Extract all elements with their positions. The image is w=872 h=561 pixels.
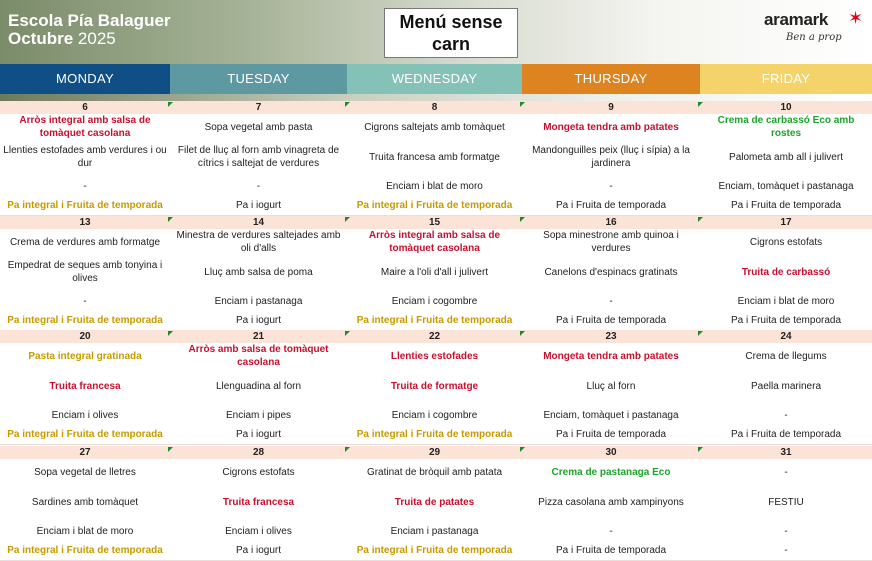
dish-cell: Pasta integral gratinada — [28, 350, 142, 362]
dish-cell: Cigrons estofats — [222, 466, 295, 478]
dish-cell: Empedrat de seques amb tonyina i olives — [7, 260, 163, 284]
dish-cell: Enciam i blat de moro — [737, 295, 835, 307]
corner-marker-icon — [520, 447, 525, 452]
dish-cell: Crema de pastanaga Eco — [551, 466, 671, 478]
date-number: 30 — [605, 447, 617, 458]
month-label: Octubre — [8, 29, 74, 48]
date-number: 6 — [82, 102, 88, 113]
dish-cell: Pa integral i Fruita de temporada — [7, 545, 163, 556]
dish-cell: Llenties estofades — [390, 350, 479, 362]
dish-cell: - — [784, 409, 788, 421]
date-number: 15 — [428, 217, 441, 228]
week-block — [0, 330, 872, 445]
dish-cell: Filet de lluç al forn amb vinagreta de cítrics i saltejat de verdures — [177, 145, 340, 169]
dish-cell: Maire a l'oli d'all i julivert — [380, 266, 489, 278]
dish-cell: Enciam i pipes — [225, 409, 292, 421]
dish-cell: Pa i iogurt — [235, 315, 282, 326]
week-block — [0, 216, 872, 331]
dish-cell: - — [784, 545, 788, 556]
dish-cell: Lluç amb salsa de poma — [204, 266, 313, 278]
dish-cell: Crema de carbassó Eco amb rostes — [717, 115, 855, 139]
dish-cell: Pa i iogurt — [235, 200, 282, 211]
date-number: 22 — [428, 331, 441, 342]
dish-cell: Enciam i olives — [51, 409, 119, 421]
corner-marker-icon — [168, 331, 173, 336]
date-number: 29 — [428, 447, 441, 458]
dish-cell: Pa integral i Fruita de temporada — [7, 315, 163, 326]
date-number: 31 — [780, 447, 792, 458]
corner-marker-icon — [345, 447, 350, 452]
dish-cell: - — [83, 295, 87, 307]
week-divider — [0, 444, 872, 445]
date-number: 28 — [252, 447, 265, 458]
dish-cell: - — [256, 180, 261, 192]
date-number: 9 — [608, 102, 614, 113]
menu-title-line-2: carn — [431, 34, 471, 54]
dish-cell: Mongeta tendra amb patates — [543, 121, 679, 133]
corner-marker-icon — [345, 331, 350, 336]
corner-marker-icon — [698, 447, 703, 452]
dish-cell: Sardines amb tomàquet — [31, 496, 139, 508]
corner-marker-icon — [698, 217, 703, 222]
dish-cell: Truita de patates — [394, 496, 475, 508]
corner-marker-icon — [520, 102, 525, 107]
dish-cell: Gratinat de bròquil amb patata — [366, 466, 503, 478]
dish-cell: Crema de verdures amb formatge — [9, 236, 161, 248]
dish-cell: Enciam, tomàquet i pastanaga — [543, 409, 679, 421]
star-icon: ✶ — [848, 8, 864, 28]
dish-cell: Palometa amb all i julivert — [729, 151, 843, 163]
corner-marker-icon — [345, 102, 350, 107]
date-number: 8 — [431, 102, 438, 113]
dish-cell: Enciam i cogombre — [391, 409, 478, 421]
school-title — [8, 12, 171, 48]
corner-marker-icon — [698, 331, 703, 336]
dish-cell: Sopa vegetal de lletres — [34, 466, 136, 478]
corner-marker-icon — [345, 217, 350, 222]
dish-cell: - — [784, 525, 788, 537]
brand-name: aramark — [764, 10, 829, 29]
date-number: 21 — [252, 331, 265, 342]
dish-cell: Truita francesa amb formatge — [369, 151, 500, 163]
year-label: 2025 — [77, 29, 116, 48]
dish-cell: Cigrons estofats — [749, 236, 823, 248]
dish-cell: Canelons d'espinacs gratinats — [544, 266, 678, 278]
date-number: 16 — [605, 217, 617, 228]
aramark-logo — [764, 10, 864, 54]
dish-cell: Truita de formatge — [390, 380, 479, 392]
day-header-tuesday: TUESDAY — [170, 64, 347, 94]
dish-cell: Cigrons saltejats amb tomàquet — [364, 121, 505, 133]
corner-marker-icon — [168, 217, 173, 222]
dish-cell: Pa integral i Fruita de temporada — [356, 429, 513, 440]
date-number-row — [0, 101, 872, 114]
dish-cell: - — [83, 180, 87, 192]
dish-cell: Pa i Fruita de temporada — [730, 200, 842, 211]
dish-cell: Pa i Fruita de temporada — [555, 315, 667, 326]
corner-marker-icon — [520, 217, 525, 222]
date-number-row — [0, 446, 872, 459]
date-number-row — [0, 216, 872, 229]
decorative-strip — [0, 94, 872, 101]
date-number: 14 — [252, 217, 265, 228]
dish-cell: - — [609, 180, 613, 192]
dish-cell: - — [609, 295, 613, 307]
dish-cell: Arròs integral amb salsa de tomàquet casolana — [368, 230, 501, 254]
menu-title-box — [384, 8, 518, 58]
dish-cell: Truita de carbassó — [741, 266, 831, 278]
dish-cell: Llenties estofades amb verdures i ou dur — [3, 145, 167, 169]
dish-cell: Pa integral i Fruita de temporada — [7, 429, 163, 440]
dish-cell: Pa i Fruita de temporada — [555, 429, 667, 440]
dish-cell: Pizza casolana amb xampinyons — [538, 496, 684, 508]
dish-cell: Arròs amb salsa de tomàquet casolana — [188, 344, 329, 368]
corner-marker-icon — [520, 331, 525, 336]
day-header-wednesday: WEDNESDAY — [347, 64, 522, 94]
dish-cell: Pa i Fruita de temporada — [730, 429, 842, 440]
dish-cell: Truita francesa — [222, 496, 295, 508]
dish-cell: Crema de llegums — [745, 350, 827, 362]
date-number: 23 — [605, 331, 617, 342]
dish-cell: Enciam i blat de moro — [386, 180, 483, 192]
dish-cell: Pa integral i Fruita de temporada — [356, 545, 513, 556]
dish-cell: Mongeta tendra amb patates — [543, 350, 679, 362]
dish-cell: Sopa vegetal amb pasta — [204, 121, 313, 133]
dish-cell: Pa integral i Fruita de temporada — [356, 315, 513, 326]
dish-cell: Enciam i cogombre — [391, 295, 478, 307]
dish-cell: Pa i iogurt — [235, 429, 282, 440]
school-name: Escola Pía Balaguer — [8, 11, 171, 30]
dish-cell: Llenguadina al forn — [215, 380, 302, 392]
dish-cell: Pa i Fruita de temporada — [555, 545, 667, 556]
dish-cell: FESTIU — [768, 496, 804, 508]
dish-cell: Enciam i pastanaga — [214, 295, 303, 307]
dish-cell: Enciam i blat de moro — [36, 525, 134, 537]
corner-marker-icon — [698, 102, 703, 107]
date-number-row — [0, 330, 872, 343]
dish-cell: Enciam, tomàquet i pastanaga — [718, 180, 854, 192]
page-header — [0, 0, 872, 64]
dish-cell: Pa i Fruita de temporada — [555, 200, 667, 211]
week-block — [0, 446, 872, 561]
date-number: 27 — [79, 447, 91, 458]
date-number: 10 — [780, 102, 792, 113]
day-header-friday: FRIDAY — [700, 64, 872, 94]
dish-cell: Enciam i pastanaga — [390, 525, 479, 537]
menu-title-line-1: Menú sense — [399, 12, 503, 32]
date-number: 7 — [255, 102, 262, 113]
dish-cell: Enciam i olives — [225, 525, 292, 537]
week-block — [0, 101, 872, 216]
dish-cell: Pa integral i Fruita de temporada — [7, 200, 163, 211]
dish-cell: Pa i iogurt — [235, 545, 282, 556]
dish-cell: Lluç al forn — [586, 380, 636, 392]
dish-cell: Paella marinera — [750, 380, 822, 392]
dish-cell: - — [784, 466, 788, 478]
dish-cell: Arròs integral amb salsa de tomàquet casolana — [19, 115, 151, 139]
dish-cell: Pa integral i Fruita de temporada — [356, 200, 513, 211]
dish-cell: Sopa minestrone amb quinoa i verdures — [543, 230, 679, 254]
dish-cell: - — [609, 525, 613, 537]
date-number: 24 — [780, 331, 792, 342]
date-number: 20 — [79, 331, 91, 342]
day-header-monday: MONDAY — [0, 64, 170, 94]
dish-cell: Mandonguilles peix (lluç i sípia) a la jardinera — [532, 145, 690, 169]
corner-marker-icon — [168, 102, 173, 107]
corner-marker-icon — [168, 447, 173, 452]
day-header-thursday: THURSDAY — [522, 64, 700, 94]
brand-tagline: Ben a prop — [786, 32, 842, 43]
date-number: 17 — [780, 217, 792, 228]
month-line — [8, 30, 171, 48]
date-number: 13 — [79, 217, 91, 228]
dish-cell: Minestra de verdures saltejades amb oli d'alls — [176, 230, 341, 254]
dish-cell: Truita francesa — [49, 380, 121, 392]
dish-cell: Pa i Fruita de temporada — [730, 315, 842, 326]
